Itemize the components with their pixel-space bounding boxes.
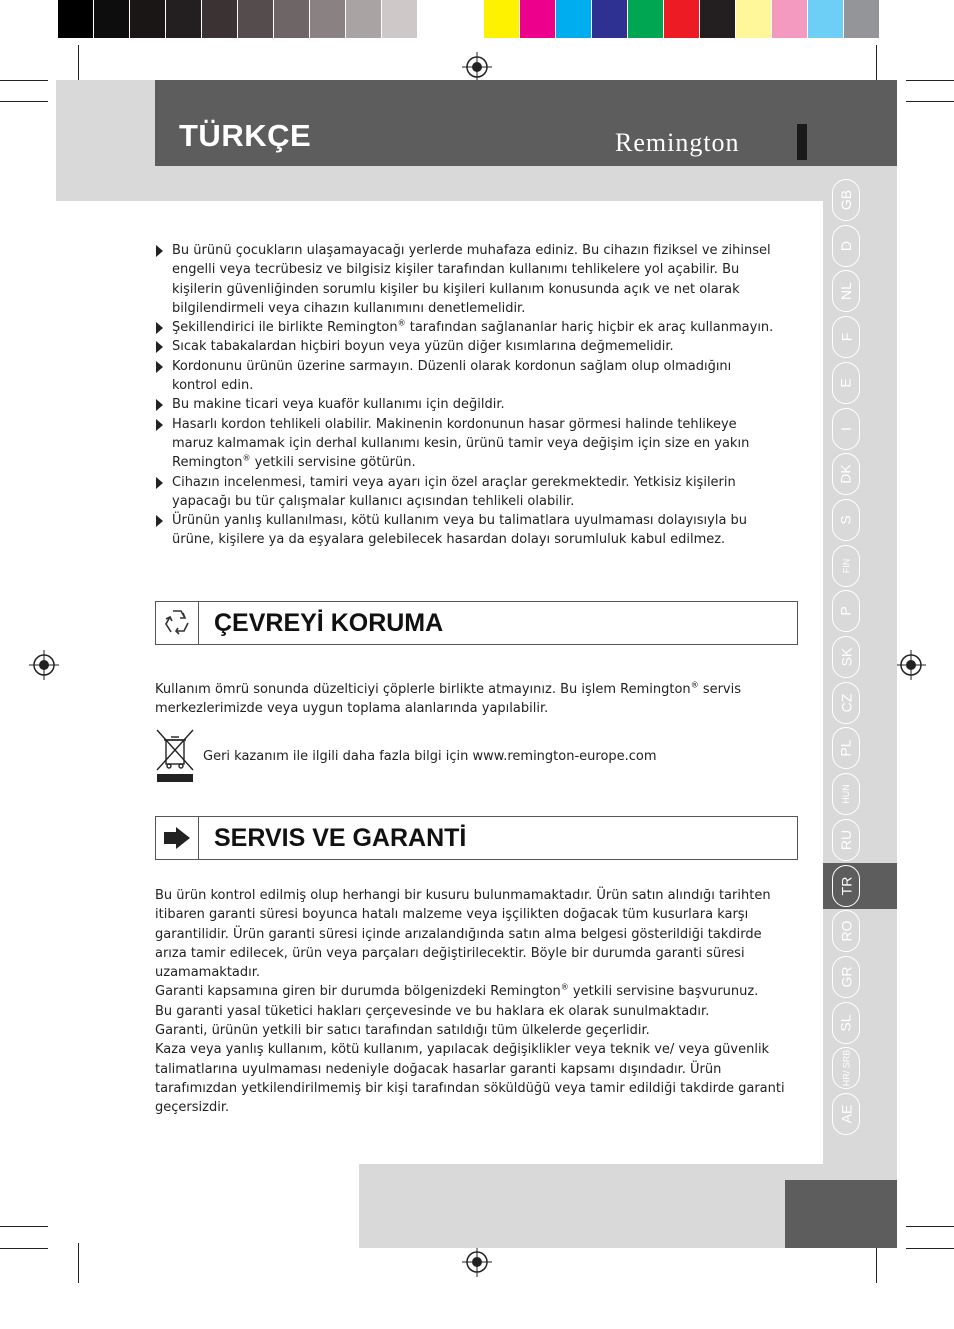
registration-mark-icon — [29, 650, 59, 680]
page-title: TÜRKÇE — [179, 118, 312, 153]
crop-mark — [876, 1243, 877, 1283]
color-swatch — [418, 0, 454, 38]
color-swatch — [310, 0, 346, 38]
color-swatch — [556, 0, 592, 38]
crop-mark — [0, 1226, 48, 1227]
language-tab-i[interactable]: I — [832, 408, 860, 450]
crop-mark — [0, 1248, 48, 1249]
language-tab-dk[interactable]: DK — [832, 453, 860, 495]
registration-mark-icon — [896, 650, 926, 680]
color-swatch — [808, 0, 844, 38]
color-swatch — [166, 0, 202, 38]
color-swatch — [202, 0, 238, 38]
language-tab-s[interactable]: S — [832, 499, 860, 541]
list-item: Kordonunu ürünün üzerine sarmayın. Düzenli olarak kordonun sağlam olup olmadığını kontrol edin. — [155, 357, 775, 396]
warranty-section-header — [155, 816, 798, 860]
crop-mark — [78, 45, 79, 85]
color-swatch — [94, 0, 130, 38]
crop-mark — [78, 1243, 79, 1283]
brand-bar — [797, 124, 807, 160]
list-item: Hasarlı kordon tehlikeli olabilir. Makinenin kordonunun hasar görmesi halinde tehlikeye maruz kalmamak için derhal kullanımı kesin, ürünü tamir veya değişim için size en yakın Remington® yetkili servisine götürün. — [155, 415, 775, 473]
wheelie-bin-crossed-icon — [155, 728, 195, 784]
page-number-block — [785, 1180, 897, 1248]
language-tab-cz[interactable]: CZ — [832, 682, 860, 724]
color-swatch — [700, 0, 736, 38]
color-swatch — [274, 0, 310, 38]
list-item: Ürünün yanlış kullanılması, kötü kullanım veya bu talimatlara uyulmaması dolayısıyla bu ürüne, kişilere ya da eşyalara gelebilecek hasardan dolayı sorumluluk kabul edilmez. — [155, 511, 775, 550]
environment-text: Kullanım ömrü sonunda düzelticiyi çöplerle birlikte atmayınız. Bu işlem Remington® servis merkezlerimizde veya uygun toplama alanlarında yapılabilir. — [155, 680, 742, 717]
warranty-title: SERVIS VE GARANTİ — [214, 824, 467, 852]
registration-mark-icon — [462, 52, 492, 82]
environment-title: ÇEVREYİ KORUMA — [214, 609, 444, 637]
color-swatch — [592, 0, 628, 38]
arrow-right-icon — [156, 817, 199, 859]
warranty-text: Bu ürün kontrol edilmiş olup herhangi bir kusuru bulunmamaktadır. Ürün satın alındığı tarihten itibaren garanti süresi boyunca hatalı malzeme veya işçilikten doğacak tüm kusurlara karşı garantilidir. Ürün garanti süresi içinde arızalandığında satın alma belgesi gösterildiği takdirde arıza tamir edilecek, ürün veya parçaları değiştirilecektir. Böyle bir durumda garanti süresi uzamamaktadır. Garanti kapsamına giren bir durumda bölgenizdeki Remington® yetkili servisine başvurunuz. Bu garanti yasal tüketici hakları çerçevesinde ve bu haklara ek olarak sunulmaktadır. Garanti, ürünün yetkili bir satıcı tarafından satıldığı tüm ülkelerde geçerlidir. Kaza veya yanlış kullanım, kötü kullanım, yapılacak değişiklikler veya teknik ve/ veya güvenlik talimatlarına uyulmaması nedeniyle doğacak hasarlar garanti kapsamı dışındadır. Ürün tarafımızdan yetkilendirilmemiş bir kişi tarafından söküldüğü veya tamir edildiği takdirde garanti geçersizdir. — [155, 888, 785, 1116]
crop-mark — [906, 1226, 954, 1227]
language-tab-e[interactable]: E — [832, 362, 860, 404]
color-bar-gray — [58, 0, 454, 38]
language-tab-sk[interactable]: SK — [832, 636, 860, 678]
language-tab-gr[interactable]: GR — [832, 956, 860, 998]
language-tab-p[interactable]: P — [832, 590, 860, 632]
language-tab-sl[interactable]: SL — [832, 1002, 860, 1044]
page-header — [155, 80, 897, 166]
recycling-info-text: Geri kazanım ile ilgili daha fazla bilgi için www.remington-europe.com — [203, 749, 657, 764]
crop-mark — [0, 101, 48, 102]
color-swatch — [664, 0, 700, 38]
language-tab-ru[interactable]: RU — [832, 819, 860, 861]
recycle-icon — [156, 602, 199, 644]
language-tab-tr[interactable]: TR — [832, 865, 860, 907]
crop-mark — [0, 80, 48, 81]
language-tab-fin[interactable]: FIN — [832, 545, 860, 587]
registration-mark-icon — [462, 1247, 492, 1277]
list-item: Sıcak tabakalardan hiçbiri boyun veya yüzün diğer kısımlarına değmemelidir. — [155, 337, 775, 356]
list-item: Cihazın incelenmesi, tamiri veya ayarı için özel araçlar gerekmektedir. Yetkisiz kişilerin yapacağı bu tür çalışmalar kullanıcı açısından tehlikeli olabilir. — [155, 473, 775, 512]
color-swatch — [520, 0, 556, 38]
color-swatch — [736, 0, 772, 38]
crop-mark — [906, 101, 954, 102]
color-swatch — [238, 0, 274, 38]
language-tab-pl[interactable]: PL — [832, 727, 860, 769]
color-swatch — [484, 0, 520, 38]
crop-mark — [906, 1248, 954, 1249]
color-swatch — [382, 0, 418, 38]
language-tab-nl[interactable]: NL — [832, 270, 860, 312]
color-swatch — [844, 0, 880, 38]
color-swatch — [772, 0, 808, 38]
color-swatch — [58, 0, 94, 38]
language-tab-hun[interactable]: HUN — [832, 773, 860, 815]
language-tab-ro[interactable]: RO — [832, 910, 860, 952]
list-item: Şekillendirici ile birlikte Remington® tarafından sağlananlar hariç hiçbir ek araç kullanmayın. — [155, 318, 775, 337]
language-tab-f[interactable]: F — [832, 316, 860, 358]
safety-list — [155, 241, 775, 550]
brand-logo: Remington — [615, 128, 740, 157]
crop-mark — [876, 45, 877, 85]
color-swatch — [130, 0, 166, 38]
language-tab-hrsrb[interactable]: HR/ SRB — [832, 1047, 860, 1089]
list-item: Bu ürünü çocukların ulaşamayacağı yerlerde muhafaza ediniz. Bu cihazın fiziksel ve zihinsel engelli veya tecrübesiz ve bilgisiz kişiler tarafından kullanımı tehlikelere yol açabilir. Bu kişilerin güvenliğinden sorumlu kişiler bu kişileri kullanım konusunda açık ve net olarak bilgilendirmeli veya cihazın kullanımını denetlemelidir. — [155, 241, 775, 318]
language-tab-d[interactable]: D — [832, 225, 860, 267]
color-swatch — [628, 0, 664, 38]
language-tab-ae[interactable]: AE — [832, 1093, 860, 1135]
language-tab-gb[interactable]: GB — [832, 179, 860, 221]
color-bar-color — [484, 0, 880, 38]
language-tabs — [823, 166, 897, 1164]
list-item: Bu makine ticari veya kuaför kullanımı için değildir. — [155, 395, 775, 414]
environment-section-header — [155, 601, 798, 645]
color-swatch — [346, 0, 382, 38]
crop-mark — [906, 80, 954, 81]
